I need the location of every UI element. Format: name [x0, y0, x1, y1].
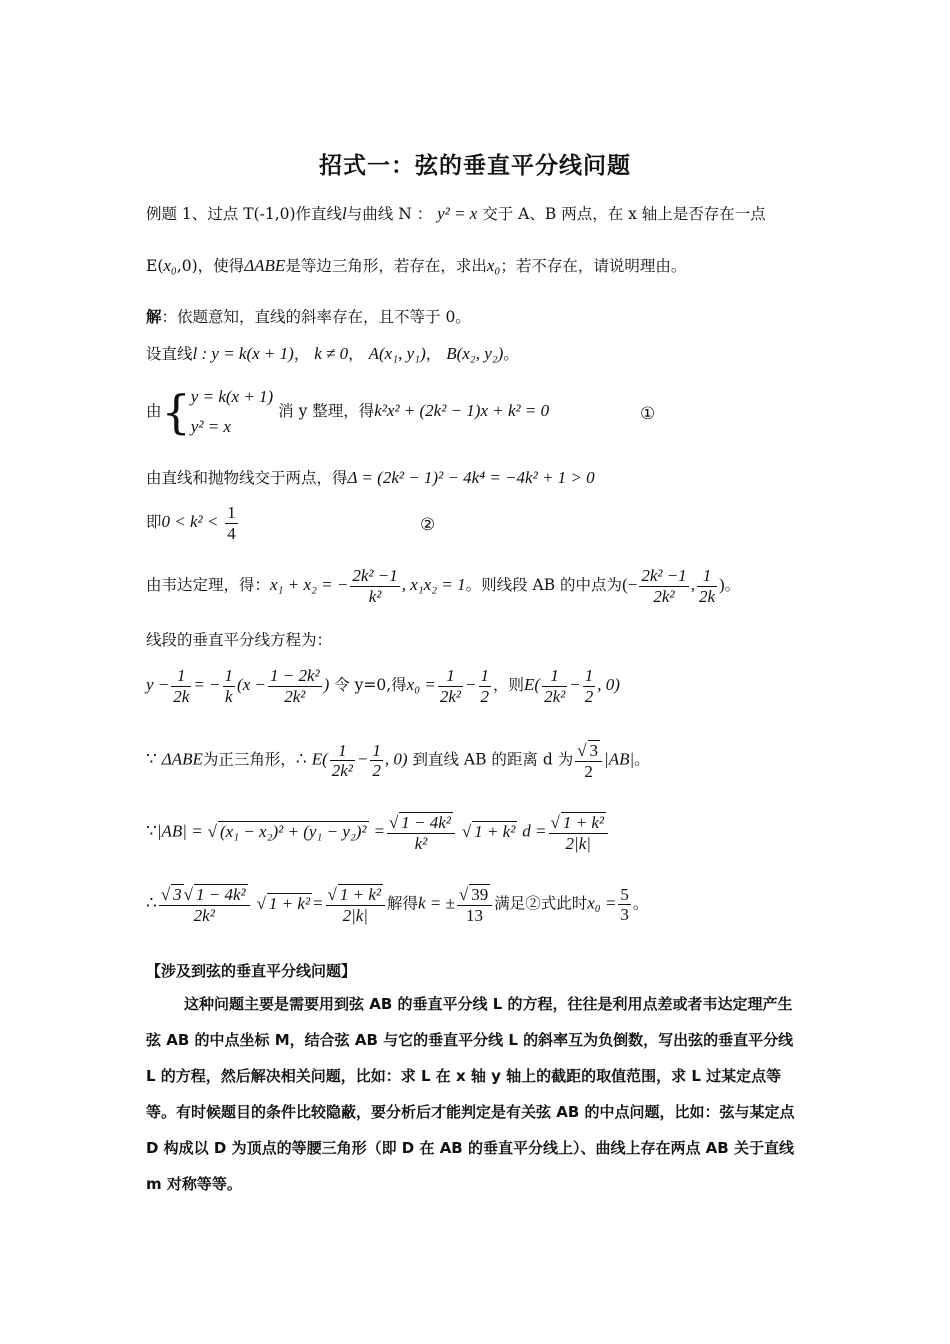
equilateral-condition: ∵ ΔABE为正三角形，∴ E( $\frac{1}{\text{2k²}}$ − $\frac{1}{2}$ , 0) 到直线 AB 的距离 d 为 √ $\frac{3}{2}$ |AB|。	[146, 740, 650, 781]
equation-system: 由{ y = k(x + 1) y² = x 消 y 整理，得k²x² + (2k² − 1)x + k² = 0	[146, 385, 550, 439]
equation-mark-1: ①	[640, 404, 656, 424]
vieta-line: 由韦达定理，得：x₁ + x₂ = − $\frac{\text{2k² −1}}{\text{k²}}$ , x₁x₂ = 1。则线段 AB 的中点为(− $\frac{\text{2k² −1}}{\text{2k²}}$ , $\frac{1}{2k}$ )。	[146, 566, 741, 606]
solution-intro: 解：依题意知，直线的斜率存在，且不等于 0。	[146, 307, 471, 326]
solution-setup: 设直线l : y = k(x + 1)， k ≠ 0， A(x₁, y₁)， B(x₂, y₂)。	[146, 344, 519, 363]
bisector-equation: y − $\frac{1}{2k}$ = − $\frac{1}{k}$ (x − $\frac{\text{1 − 2k²}}{\text{2k²}}$ ) 令 y=0,得x₀ = $\frac{1}{\text{2k²}}$ − $\frac{1}{2}$ ，则E( $\frac{1}{\text{2k²}}$ − $\frac{1}{2}$ , 0)	[146, 666, 620, 706]
summary-body: 这种问题主要是需要用到弦 AB 的垂直平分线 L 的方程，往往是利用点差或者韦达定理产生弦 AB 的中点坐标 M，结合弦 AB 与它的垂直平分线 L 的斜率互为负倒数，写出弦的垂直平分线 L 的方程，然后解决相关问题，比如：求 L 在 x 轴 y 轴上的截距的取值范围，求 L 过某定点等等。有时候题目的条件比较隐蔽，要分析后才能判定是有关弦 AB 的中点问题，比如：弦与某定点 D 构成以 D 为顶点的等腰三角形（即 D 在 AB 的垂直平分线上）、曲线上存在两点 AB 关于直线 m 对称等等。	[146, 995, 795, 1193]
final-solution-line: ∴ √ $\frac{\text{3√ 1 − 4k²}}{\text{2k²}}$ √ 1 + k² = √ $\frac{\text{1 + k²}}{2|k|}$ 解得k = ± √ $\frac{39}{13}$ 满足②式此时x₀ = $\frac{5}{3}$ 。	[146, 884, 648, 925]
problem-line-2: E(x₀,0)，使得ΔABE是等边三角形，若存在，求出x₀；若不存在，请说明理由。	[146, 256, 687, 275]
bisector-label: 线段的垂直平分线方程为：	[146, 631, 333, 649]
equation-mark-2: ②	[420, 515, 436, 535]
discriminant-line: 由直线和抛物线交于两点，得Δ = (2k² − 1)² − 4k⁴ = −4k² + 1 > 0	[146, 468, 595, 487]
page-title: 招式一：弦的垂直平分线问题	[319, 153, 631, 179]
problem-line-1: 例题 1、过点 T(-1,0)作直线l与曲线 N ： y² = x 交于 A、B 两点，在 x 轴上是否存在一点	[146, 204, 766, 223]
k-range-line: 即0 < k² < $\frac{1}{4}$	[146, 503, 236, 543]
chord-length-line: ∵|AB| = √ (x₁ − x₂)² + (y₁ − y₂)² = √ $\frac{\text{1 − 4k²}}{\text{k²}}$ √ 1 + k² d = √ $\frac{\text{1 + k²}}{2|k|}$	[146, 812, 610, 853]
summary-heading: 【涉及到弦的垂直平分线问题】	[146, 962, 357, 980]
